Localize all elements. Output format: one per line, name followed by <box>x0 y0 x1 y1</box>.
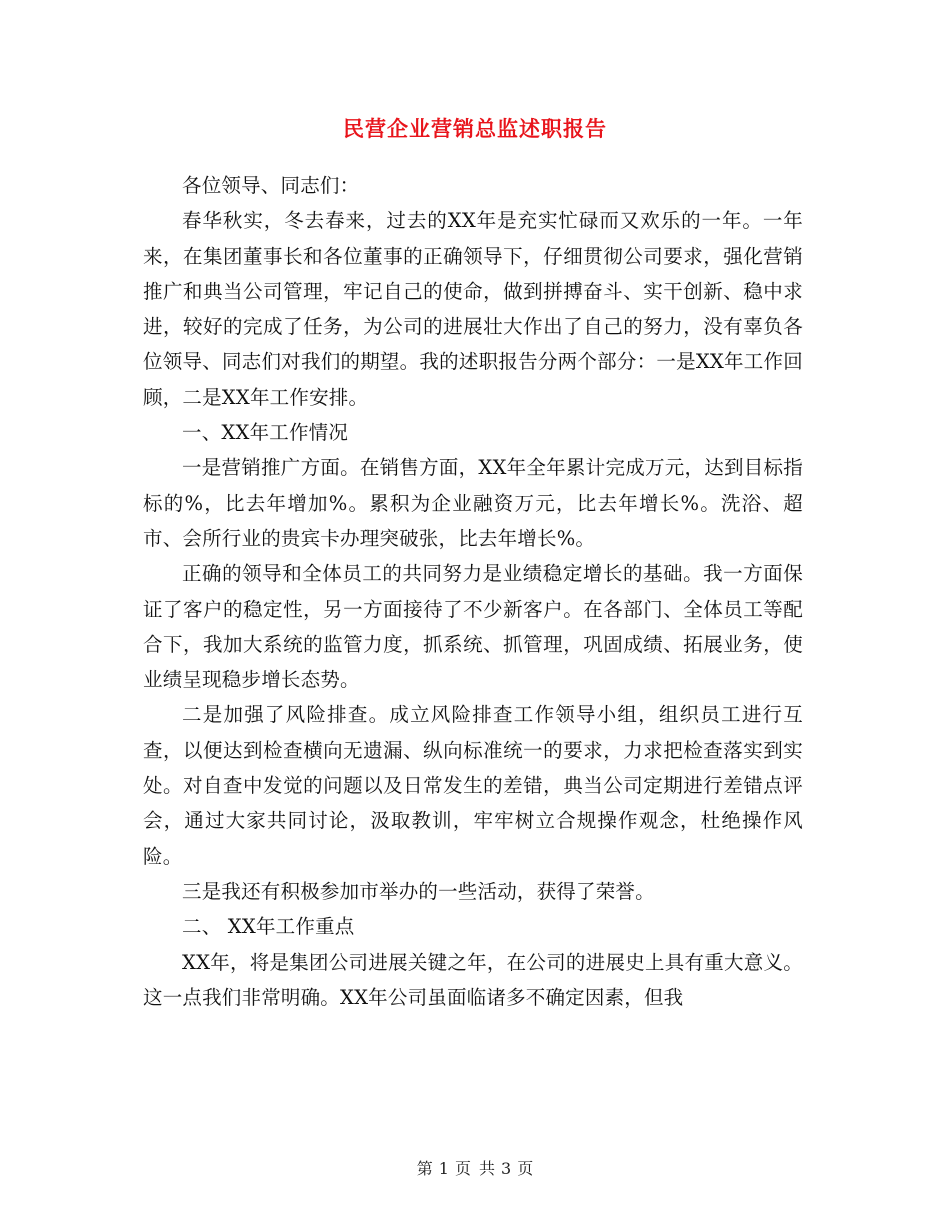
risk-paragraph: 二是加强了风险排查。成立风险排查工作领导小组，组织员工进行互查，以便达到检查横向无遗漏、纵向标准统一的要求，力求把检查落实到实处。对自查中发觉的问题以及日常发生的差错，典当公司定期进行差错点评会，通过大家共同讨论，汲取教训，牢牢树立合规操作观念，杜绝操作风险。 <box>143 703 803 868</box>
footer-page-number: 1 <box>438 1159 449 1178</box>
section-heading-work-focus: 二、 XX年工作重点 <box>182 915 355 939</box>
section-heading-work-review: 一、XX年工作情况 <box>182 421 349 445</box>
footer-total-pages: 3 <box>501 1159 512 1178</box>
salutation-paragraph: 各位领导、同志们： <box>182 174 360 197</box>
footer-suffix: 页 <box>517 1159 534 1178</box>
footer-prefix: 第 <box>416 1159 433 1178</box>
intro-paragraph: 春华秋实，冬去春来，过去的XX年是充实忙碌而又欢乐的一年。一年来，在集团董事长和各位董事的正确领导下，仔细贯彻公司要求，强化营销推广和典当公司管理，牢记自己的使命，做到拼搏奋斗、实干创新、稳中求进，较好的完成了任务，为公司的进展壮大作出了自己的努力，没有辜负各位领导、同志们对我们的期望。我的述职报告分两个部分：一是XX年工作回顾，二是XX年工作安排。 <box>143 209 803 409</box>
marketing-paragraph: 一是营销推广方面。在销售方面，XX年全年累计完成万元，达到目标指标的%，比去年增加%。累积为企业融资万元，比去年增长%。洗浴、超市、会所行业的贵宾卡办理突破张，比去年增长%。 <box>143 456 803 550</box>
document-title: 民营企业营销总监述职报告 <box>343 116 607 141</box>
activities-paragraph: 三是我还有积极参加市举办的一些活动，获得了荣誉。 <box>182 879 655 903</box>
document-body <box>143 168 803 1015</box>
focus-paragraph: XX年，将是集团公司进展关键之年，在公司的进展史上具有重大意义。这一点我们非常明确。XX年公司虽面临诸多不确定因素，但我 <box>143 950 803 1009</box>
leadership-paragraph: 正确的领导和全体员工的共同努力是业绩稳定增长的基础。我一方面保证了客户的稳定性，另一方面接待了不少新客户。在各部门、全体员工等配合下，我加大系统的监管力度，抓系统、抓管理，巩固成绩、拓展业务，使业绩呈现稳步增长态势。 <box>143 562 803 692</box>
footer-middle: 页 共 <box>454 1159 496 1178</box>
page-footer <box>0 1156 950 1179</box>
